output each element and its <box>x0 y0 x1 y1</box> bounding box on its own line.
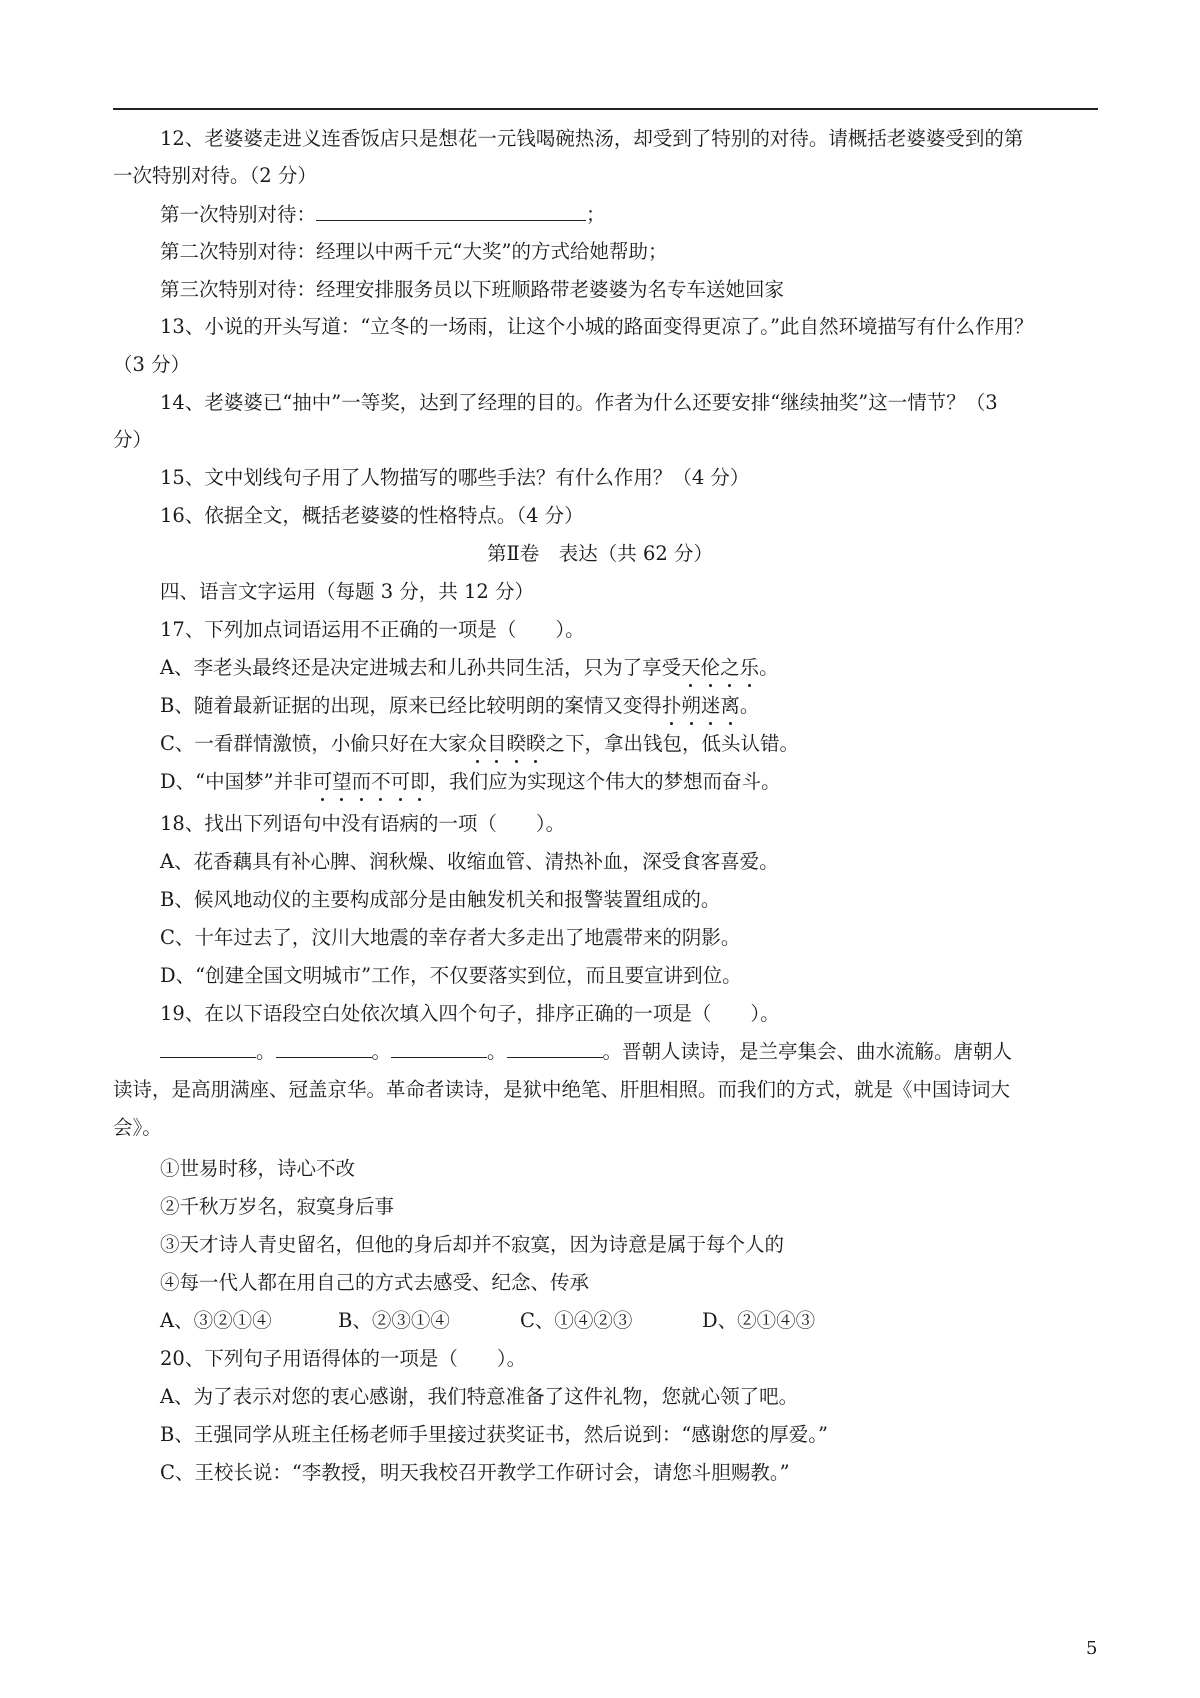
q17-option-c <box>160 731 799 757</box>
dotted-char: 可 <box>390 770 411 793</box>
q17-option-b <box>160 693 759 719</box>
q18-stem: 18、找出下列语句中没有语病的一项（ ）。 <box>160 812 566 835</box>
q17-a-text: A、李老头最终还是决定进城去和儿孙共同生活，只为了享受 <box>160 656 682 679</box>
q19-passage-line2: 读诗，是高朋满座、冠盖京华。革命者读诗，是狱中绝笔、肝胆相照。而我们的方式，就是《中国诗词大 <box>113 1078 1011 1101</box>
dotted-char: 离 <box>720 694 740 717</box>
q17-d-end: ，我们应为实现这个伟大的梦想而奋斗。 <box>429 770 781 793</box>
part2-title: 第Ⅱ卷 表达（共 62 分） <box>487 542 713 565</box>
q17-a-dotted-word <box>681 656 759 679</box>
dotted-char: 伦 <box>700 656 721 679</box>
dotted-char: 之 <box>720 656 740 679</box>
q12-second: 第二次特别对待：经理以中两千元“大奖”的方式给她帮助； <box>160 240 668 263</box>
q17-d-dotted-word <box>313 770 430 793</box>
q17-b-dotted-word <box>662 694 740 717</box>
dotted-char: 望 <box>332 770 352 793</box>
q13-line1: 13、小说的开头写道：“立冬的一场雨，让这个小城的路面变得更凉了。”此自然环境描写有什么作用？ <box>160 315 1034 338</box>
q19-option-c: C、①④②③ <box>520 1309 633 1332</box>
q12-third: 第三次特别对待：经理安排服务员以下班顺路带老婆婆为名专车送她回家 <box>160 278 785 301</box>
q18-option-d: D、“创建全国文明城市”工作，不仅要落实到位，而且要宣讲到位。 <box>160 964 742 987</box>
q12-line2: 一次特别对待。（2 分） <box>113 164 317 187</box>
q14-line1: 14、老婆婆已“抽中”一等奖，达到了经理的目的。作者为什么还要安排“继续抽奖”这一情节？（3 <box>160 391 998 414</box>
q17-stem: 17、下列加点词语运用不正确的一项是（ ）。 <box>160 618 585 641</box>
q19-sep: 。 <box>371 1040 392 1063</box>
q14-line2: 分） <box>113 428 153 451</box>
header-rule <box>113 108 1098 110</box>
answer-blank[interactable] <box>316 202 586 221</box>
answer-blank[interactable] <box>507 1039 603 1058</box>
q19-option-b: B、②③①④ <box>338 1309 450 1332</box>
q20-option-c: C、王校长说：“李教授，明天我校召开教学工作研讨会，请您斗胆赐教。” <box>160 1461 790 1484</box>
q19-sentence-1: ①世易时移，诗心不改 <box>160 1157 356 1180</box>
q19-sentence-4: ④每一代人都在用自己的方式去感受、纪念、传承 <box>160 1271 590 1294</box>
q18-option-b: B、候风地动仪的主要构成部分是由触发机关和报警装置组成的。 <box>160 888 721 911</box>
q20-option-a: A、为了表示对您的衷心感谢，我们特意准备了这件礼物，您就心领了吧。 <box>160 1385 799 1408</box>
q18-option-c: C、十年过去了，汶川大地震的幸存者大多走出了地震带来的阴影。 <box>160 926 741 949</box>
q19-sep: 。 <box>487 1040 507 1063</box>
dotted-char: 扑 <box>661 694 682 717</box>
q12-first-end: ； <box>586 203 606 226</box>
q13-line2: （3 分） <box>113 353 191 376</box>
answer-blank[interactable] <box>391 1039 487 1058</box>
dotted-char: 不 <box>371 770 391 793</box>
q19-passage-line3: 会》。 <box>113 1116 162 1139</box>
q19-sentence-2: ②千秋万岁名，寂寞身后事 <box>160 1195 395 1218</box>
q15: 15、文中划线句子用了人物描写的哪些手法？有什么作用？（4 分） <box>160 466 750 489</box>
answer-blank[interactable] <box>276 1039 372 1058</box>
q17-option-a <box>160 655 779 681</box>
q17-b-end: 。 <box>739 694 760 717</box>
q17-c-end: 之下，拿出钱包，低头认错。 <box>545 732 799 755</box>
page-number: 5 <box>1086 1638 1098 1659</box>
q17-option-d <box>160 769 781 795</box>
q17-b-text: B、随着最新证据的出现，原来已经比较明朗的案情又变得 <box>160 694 662 717</box>
q17-a-end: 。 <box>759 656 779 679</box>
dotted-char: 即 <box>410 770 430 793</box>
dotted-char: 朔 <box>681 694 701 717</box>
section-4-heading: 四、语言文字运用（每题 3 分，共 12 分） <box>160 580 535 603</box>
q17-c-dotted-word <box>467 732 545 755</box>
q16: 16、依据全文，概括老婆婆的性格特点。（4 分） <box>160 504 584 527</box>
dotted-char: 可 <box>312 770 333 793</box>
q19-stem: 19、在以下语段空白处依次填入四个句子，排序正确的一项是（ ）。 <box>160 1002 780 1025</box>
dotted-char: 众 <box>467 732 487 755</box>
dotted-char: 而 <box>351 770 372 793</box>
q12-line1: 12、老婆婆走进义连香饭店只是想花一元钱喝碗热汤，却受到了特别的对待。请概括老婆婆受到的第 <box>160 127 1024 150</box>
dotted-char: 迷 <box>700 694 721 717</box>
answer-blank[interactable] <box>160 1039 256 1058</box>
q19-passage-line1 <box>160 1039 1012 1065</box>
q19-sentence-3: ③天才诗人青史留名，但他的身后却并不寂寞，因为诗意是属于每个人的 <box>160 1233 785 1256</box>
q19-option-a: A、③②①④ <box>160 1309 272 1332</box>
q18-option-a: A、花香藕具有补心脾、润秋燥、收缩血管、清热补血，深受食客喜爱。 <box>160 850 779 873</box>
q17-c-text: C、一看群情激愤，小偷只好在大家 <box>160 732 468 755</box>
dotted-char: 睽 <box>525 732 546 755</box>
dotted-char: 目 <box>486 732 507 755</box>
q19-passage-tail: 。晋朝人读诗，是兰亭集会、曲水流觞。唐朝人 <box>602 1040 1013 1063</box>
q12-first-label: 第一次特别对待： <box>160 203 317 226</box>
q12-first <box>160 202 606 228</box>
dotted-char: 天 <box>681 656 701 679</box>
q17-d-text: D、“中国梦”并非 <box>160 770 313 793</box>
q19-option-d: D、②①④③ <box>702 1309 816 1332</box>
dotted-char: 乐 <box>739 656 760 679</box>
q19-sep: 。 <box>256 1040 276 1063</box>
q20-option-b: B、王强同学从班主任杨老师手里接过获奖证书，然后说到：“感谢您的厚爱。” <box>160 1423 829 1446</box>
dotted-char: 睽 <box>506 732 526 755</box>
q20-stem: 20、下列句子用语得体的一项是（ ）。 <box>160 1347 527 1370</box>
